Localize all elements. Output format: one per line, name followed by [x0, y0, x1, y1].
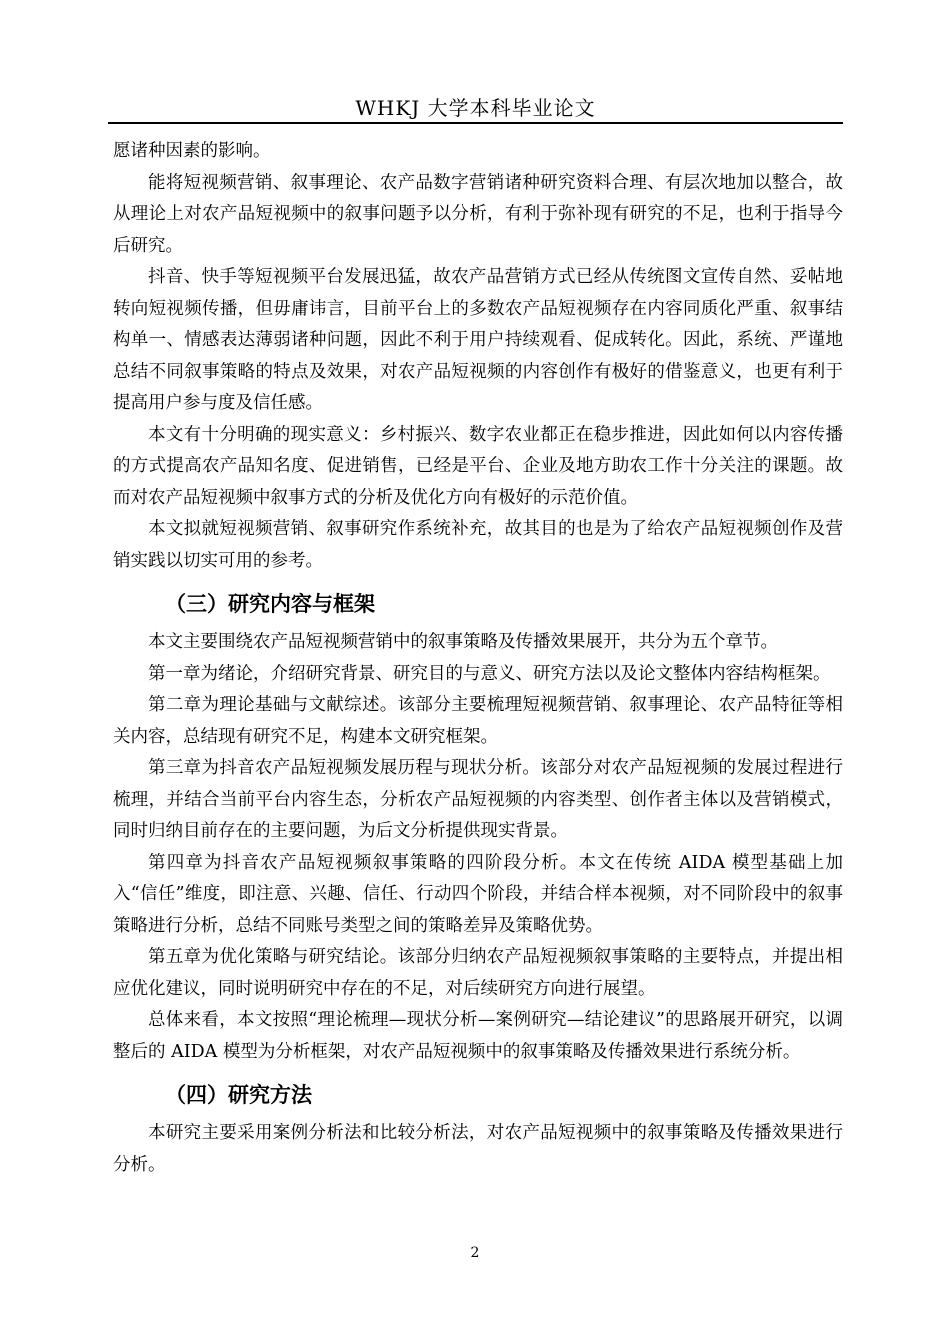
body-text	[113, 136, 843, 1181]
paragraph: 第四章为抖音农产品短视频叙事策略的四阶段分析。本文在传统 AIDA 模型基础上加入“信任”维度，即注意、兴趣、信任、行动四个阶段，并结合样本视频，对不同阶段中的叙事策略进行分析，总结不同账号类型之间的策略差异及策略优势。	[113, 852, 843, 936]
paragraph: 第五章为优化策略与研究结论。该部分归纳农产品短视频叙事策略的主要特点，并提出相应优化建议，同时说明研究中存在的不足，对后续研究方向进行展望。	[113, 947, 843, 999]
section-heading-3: （三）研究内容与框架	[165, 592, 375, 616]
running-header-title: WHKJ 大学本科毕业论文	[355, 96, 596, 120]
section-heading-4: （四）研究方法	[165, 1083, 312, 1107]
paragraph: 本文有十分明确的现实意义：乡村振兴、数字农业都正在稳步推进，因此如何以内容传播的方式提高农产品知名度、促进销售，已经是平台、企业及地方助农工作十分关注的课题。故而对农产品短视频中叙事方式的分析及优化方向有极好的示范价值。	[113, 424, 843, 508]
paragraph: 本文拟就短视频营销、叙事研究作系统补充，故其目的也是为了给农产品短视频创作及营销实践以切实可用的参考。	[113, 519, 843, 571]
paragraph: 第二章为理论基础与文献综述。该部分主要梳理短视频营销、叙事理论、农产品特征等相关内容，总结现有研究不足，构建本文研究框架。	[113, 695, 843, 747]
paragraph: 第三章为抖音农产品短视频发展历程与现状分析。该部分对农产品短视频的发展过程进行梳理，并结合当前平台内容生态，分析农产品短视频的内容类型、创作者主体以及营销模式，同时归纳目前存在的主要问题，为后文分析提供现实背景。	[113, 758, 843, 841]
paragraph: 本文主要围绕农产品短视频营销中的叙事策略及传播效果展开，共分为五个章节。	[148, 632, 778, 652]
paragraph: 抖音、快手等短视频平台发展迅猛，故农产品营销方式已经从传统图文宣传自然、妥帖地转向短视频传播，但毋庸讳言，目前平台上的多数农产品短视频存在内容同质化严重、叙事结构单一、情感表达薄弱诸种问题，因此不利于用户持续观看、促成转化。因此，系统、严谨地总结不同叙事策略的特点及效果，对农产品短视频的内容创作有极好的借鉴意义，也更有利于提高用户参与度及信任感。	[113, 267, 843, 413]
page-number: 2	[470, 1245, 480, 1261]
paragraph: 愿诸种因素的影响。	[113, 141, 271, 161]
paragraph: 总体来看，本文按照“理论梳理—现状分析—案例研究—结论建议”的思路展开研究，以调整后的 AIDA 模型为分析框架，对农产品短视频中的叙事策略及传播效果进行系统分析。	[113, 1010, 843, 1062]
paragraph: 能将短视频营销、叙事理论、农产品数字营销诸种研究资料合理、有层次地加以整合，故从理论上对农产品短视频中的叙事问题予以分析，有利于弥补现有研究的不足，也利于指导今后研究。	[113, 172, 843, 256]
header-rule	[108, 122, 843, 124]
paragraph: 第一章为绪论，介绍研究背景、研究目的与意义、研究方法以及论文整体内容结构框架。	[148, 663, 831, 684]
paragraph: 本研究主要采用案例分析法和比较分析法，对农产品短视频中的叙事策略及传播效果进行分析。	[113, 1123, 843, 1175]
